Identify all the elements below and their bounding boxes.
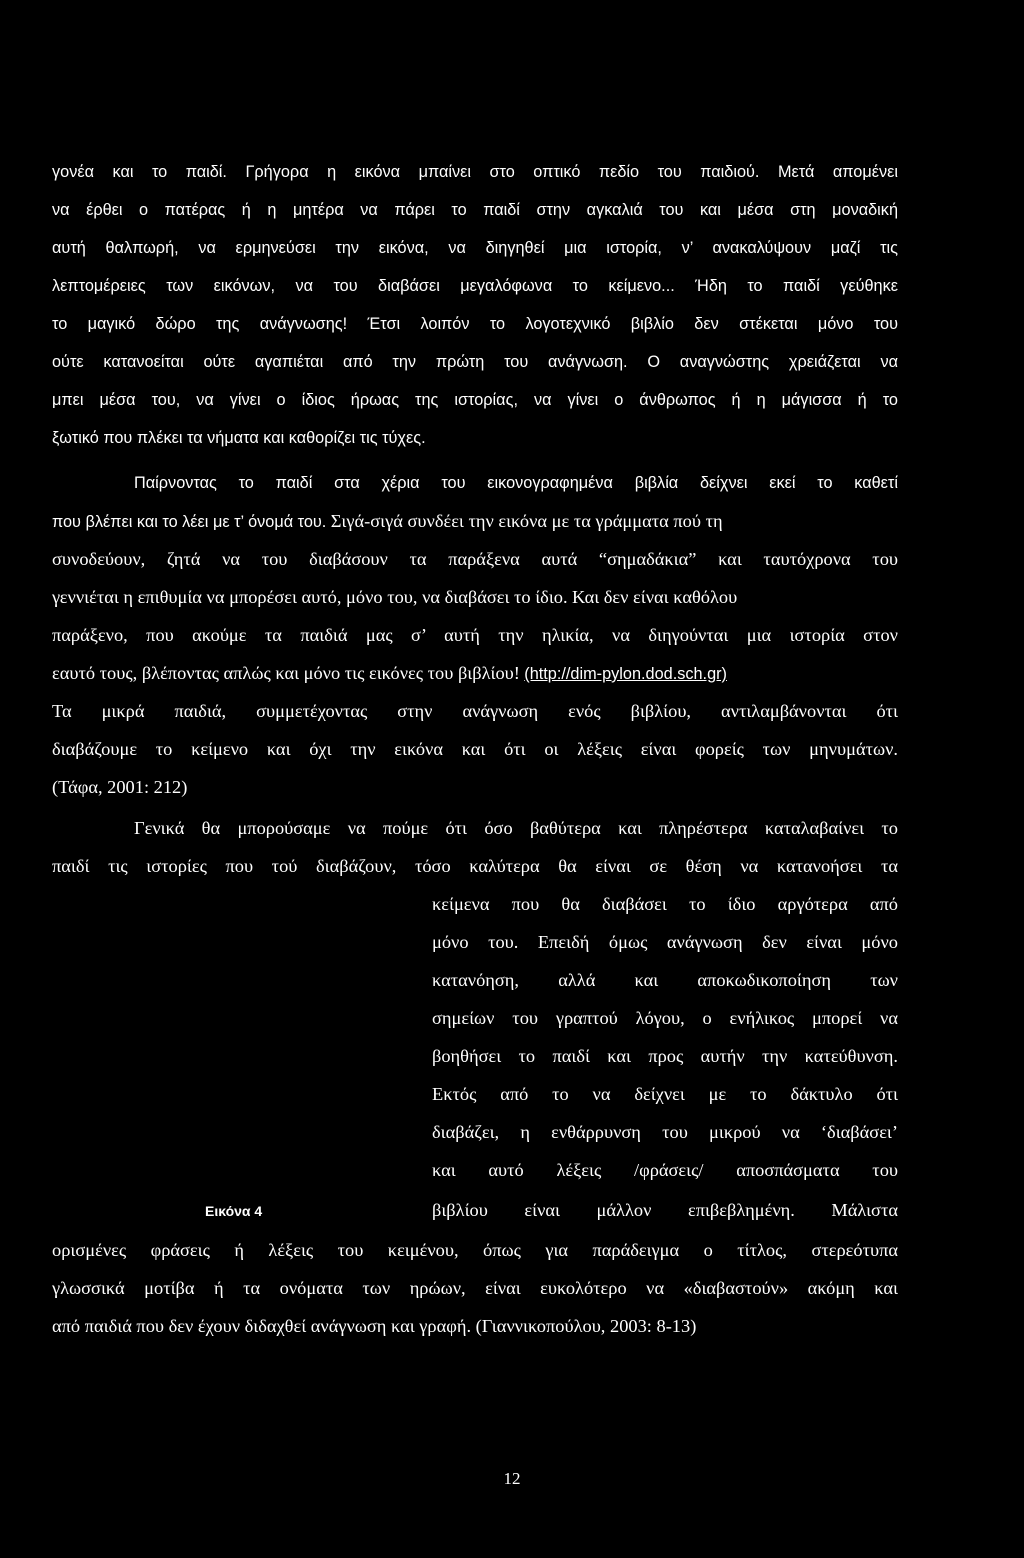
text-span: εαυτό τους, βλέποντας απλώς και μόνο τις εικόνες του βιβλίου! [52,663,520,683]
text-line [52,662,898,685]
text-line: βοηθήσει το παιδί και προς αυτήν την κατεύθυνση. [432,1046,898,1066]
text-line: λεπτομέρειες των εικόνων, να του διαβάσει μεγαλόφωνα το κείμενο... Ήδη το παιδί γεύθηκε [52,277,898,295]
text-line: Γενικά θα μπορούσαμε να πούμε ότι όσο βαθύτερα και πληρέστερα καταλαβαίνει το [134,818,898,838]
text-line: συνοδεύουν, ζητά να του διαβάσουν τα παράξενα αυτά “σημαδάκια” και ταυτόχρονα του [52,549,898,569]
text-span: γεννιέται η επιθυμία να μπορέσει αυτό, μόνο του, να διαβάσει το ίδιο. [52,587,568,607]
text-line: μόνο του. Επειδή όμως ανάγνωση δεν είναι μόνο [432,932,898,952]
text-line: ορισμένες φράσεις ή λέξεις του κειμένου, όπως για παράδειγμα ο τίτλος, στερεότυπα [52,1240,898,1260]
text-line: γλωσσικά μοτίβα ή τα ονόματα των ηρώων, είναι ευκολότερο να «διαβαστούν» ακόμη και [52,1278,898,1298]
text-line: το μαγικό δώρο της ανάγνωσης! Έτσι λοιπόν το λογοτεχνικό βιβλίο δεν στέκεται μόνο του [52,315,898,333]
text-line: κείμενα που θα διαβάσει το ίδιο αργότερα από [432,894,898,914]
text-span: Και δεν είναι καθόλου [571,587,738,607]
source-link[interactable]: (http://dim-pylon.dod.sch.gr) [524,665,727,683]
text-line: αυτή θαλπωρή, να ερμηνεύσει την εικόνα, να διηγηθεί μια ιστορία, ν’ ανακαλύψουν μαζί τις [52,239,898,257]
text-line: διαβάζουμε το κείμενο και όχι την εικόνα και ότι οι λέξεις είναι φορείς των μηνυμάτων. [52,739,898,759]
text-span: Σιγά-σιγά συνδέει την εικόνα με τα γράμματα πού τη [330,511,723,531]
text-span: που βλέπει και το λέει με τ’ όνομά του. [52,513,327,531]
text-line: και αυτό λέξεις /φράσεις/ αποσπάσματα του [432,1160,898,1180]
figure-caption: Εικόνα 4 [205,1203,263,1219]
text-line [52,586,898,608]
text-line: βιβλίου είναι μάλλον επιβεβλημένη. Μάλιστα [432,1200,898,1220]
page-number: 12 [503,1469,521,1488]
text-line: ξωτικό που πλέκει τα νήματα και καθορίζει τις τύχες. [52,429,426,447]
text-line: από παιδιά που δεν έχουν διδαχθεί ανάγνωση και γραφή. (Γιαννικοπούλου, 2003: 8-13) [52,1316,697,1336]
text-line: παράξενο, που ακούμε τα παιδιά μας σ’ αυτή την ηλικία, να διηγούνται μια ιστορία στον [52,625,898,645]
text-line: ούτε κατανοείται ούτε αγαπιέται από την πρώτη του ανάγνωση. Ο αναγνώστης χρειάζεται να [52,353,898,371]
text-line: να έρθει ο πατέρας ή η μητέρα να πάρει το παιδί στην αγκαλιά του και μέσα στη μοναδική [52,201,898,219]
text-line: Εκτός από το να δείχνει με το δάκτυλο ότι [432,1084,898,1104]
text-line: σημείων του γραπτού λόγου, ο ενήλικος μπορεί να [432,1008,898,1028]
text-line: (Τάφα, 2001: 212) [52,777,188,797]
text-line: Τα μικρά παιδιά, συμμετέχοντας στην ανάγνωση ενός βιβλίου, αντιλαμβάνονται ότι [52,701,898,721]
text-line: παιδί τις ιστορίες που τού διαβάζουν, τόσο καλύτερα θα είναι σε θέση να κατανοήσει τα [52,856,898,876]
text-line [52,510,898,533]
text-line: γονέα και το παιδί. Γρήγορα η εικόνα μπαίνει στο οπτικό πεδίο του παιδιού. Μετά απομένει [52,163,898,181]
text-line: κατανόηση, αλλά και αποκωδικοποίηση των [432,970,898,990]
text-line: μπει μέσα του, να γίνει ο ίδιος ήρωας της ιστορίας, να γίνει ο άνθρωπος ή η μάγισσα ή το [52,391,898,409]
text-line: Παίρνοντας το παιδί στα χέρια του εικονογραφημένα βιβλία δείχνει εκεί το καθετί [134,474,898,492]
text-line: διαβάζει, η ενθάρρυνση του μικρού να ‘διαβάσει’ [432,1122,898,1142]
